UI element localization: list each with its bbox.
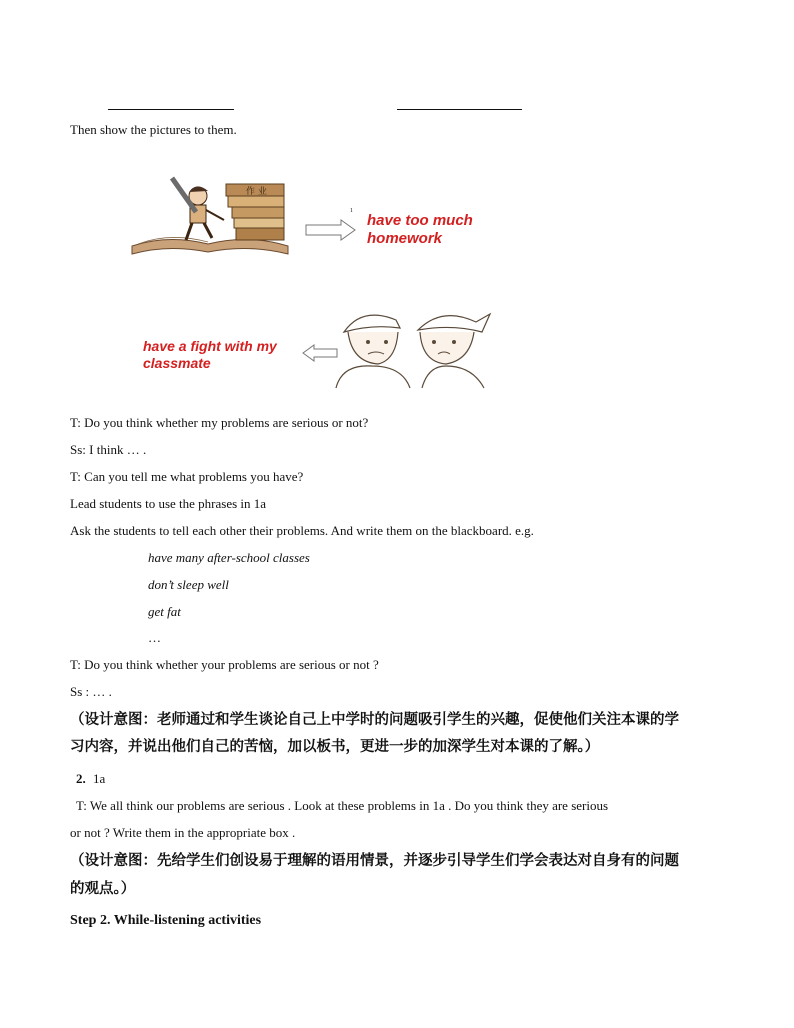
footnote-mark: 1: [350, 208, 353, 214]
section-1a-text: T: We all think our problems are serious . Look at these problems in 1a . Do you think they are serious: [76, 798, 609, 813]
homework-illustration: [128, 172, 293, 258]
blank-line-left: [108, 109, 234, 110]
fight-illustration: [322, 302, 494, 390]
dialogue-line: Ss: I think … .: [70, 442, 147, 457]
dialogue-line: Ss : … .: [70, 684, 112, 699]
homework-caption: [367, 212, 473, 248]
blank-line-right: [397, 109, 522, 110]
section-1a-label: 1a: [93, 771, 106, 786]
fight-caption-line-1: have a fight with my: [143, 338, 277, 354]
dialogue-line: T: Do you think whether your problems are serious or not ?: [70, 657, 379, 672]
section-1a-text: or not ? Write them in the appropriate box .: [70, 825, 296, 840]
fight-caption-line-2: classmate: [143, 355, 211, 371]
dialogue-line: T: Can you tell me what problems you have?: [70, 469, 304, 484]
example-phrase: have many after-school classes: [148, 550, 310, 565]
example-ellipsis: …: [148, 630, 161, 645]
intro-text: Then show the pictures to them.: [70, 122, 237, 137]
homework-caption-line-2: homework: [367, 230, 443, 247]
books-label: 作 业: [246, 187, 267, 197]
section-1a-heading: 2.: [76, 771, 86, 786]
dialogue-line: Lead students to use the phrases in 1a: [70, 496, 267, 511]
dialogue-line: Ask the students to tell each other their problems. And write them on the blackboard. e.g.: [70, 523, 534, 538]
example-phrase: don’t sleep well: [148, 577, 229, 592]
homework-caption-line-1: have too much: [367, 212, 473, 229]
step-2-heading: Step 2. While-listening activities: [70, 913, 262, 928]
example-phrase: get fat: [148, 604, 181, 619]
homework-illustration-svg: [128, 172, 293, 258]
design-note-2-line-1: （设计意图：先给学生们创设易于理解的语用情景，并逐步引导学生们学会表达对自身有的问题: [70, 853, 679, 869]
arrow-right-icon: [305, 219, 357, 241]
design-note-1-line-2: 习内容，并说出他们自己的苦恼，加以板书，更进一步的加深学生对本课的了解。）: [70, 739, 600, 755]
design-note-2-line-2: 的观点。）: [70, 881, 136, 897]
design-note-1-line-1: （设计意图：老师通过和学生谈论自己上中学时的问题吸引学生的兴趣，促使他们关注本课的学: [70, 712, 679, 728]
fight-caption: [143, 338, 277, 372]
dialogue-line: T: Do you think whether my problems are serious or not?: [70, 415, 369, 430]
